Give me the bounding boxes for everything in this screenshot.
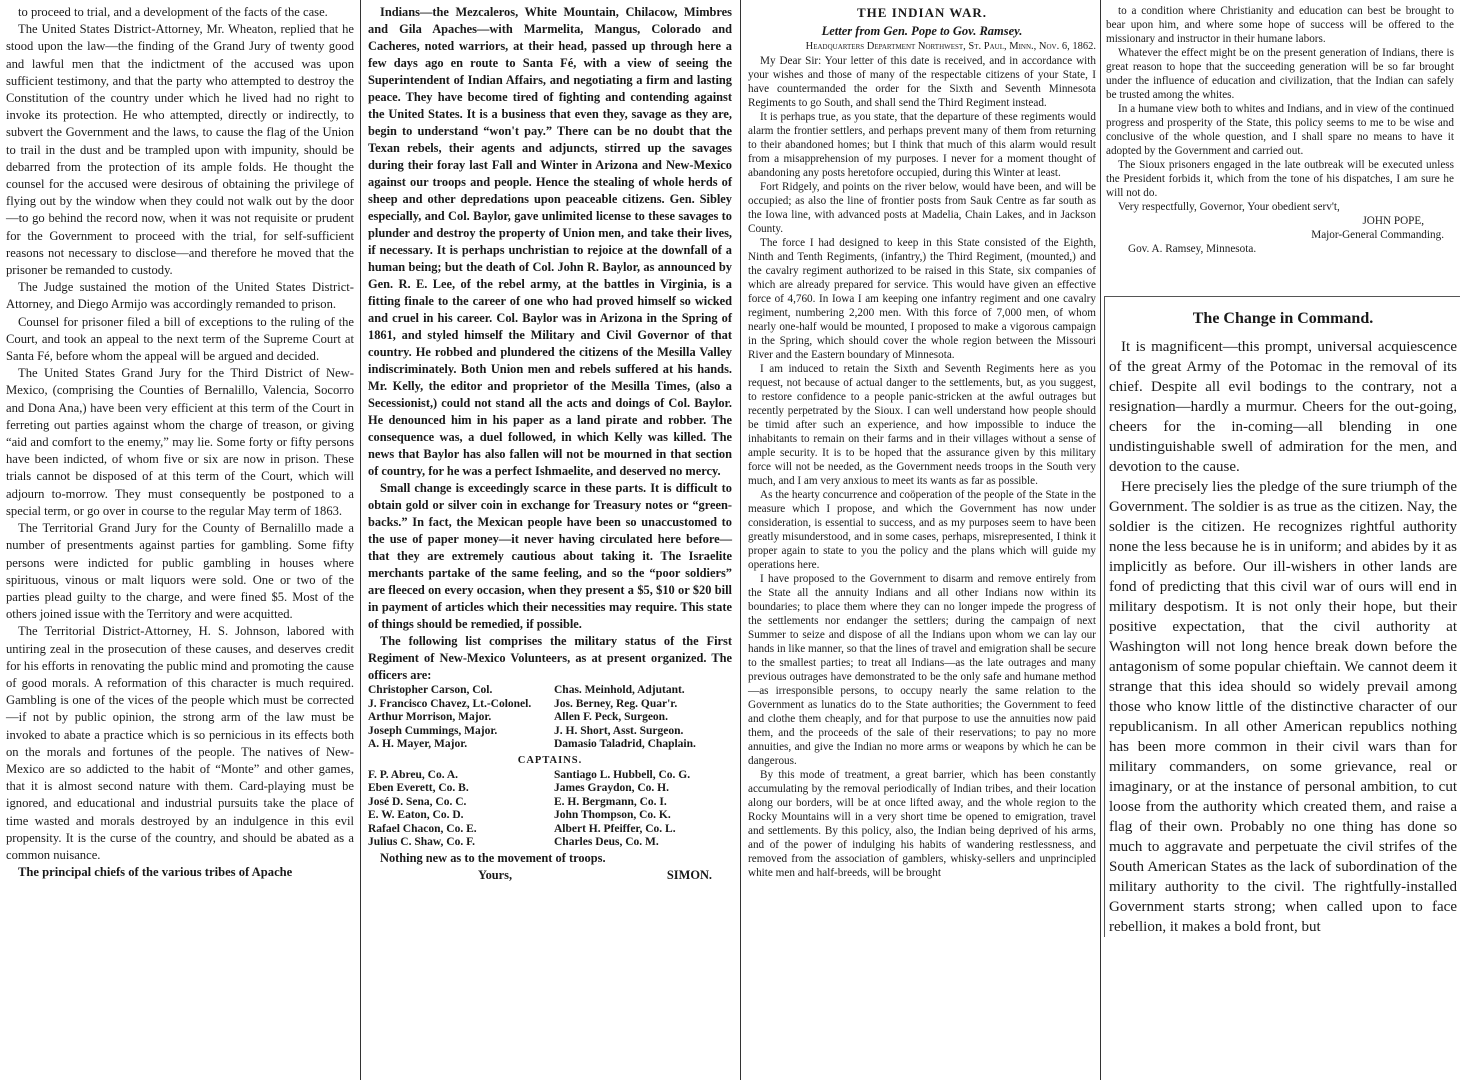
column-2-apache-report (368, 4, 732, 884)
signature-line (368, 867, 732, 884)
paragraph: The United States District-Attorney, Mr. Wheaton, replied that he stood upon the law—the finding of the Grand Jury of twenty good and lawful men that the indictment of the accused was upon sufficient testimony, and that the party who attempted to destroy the Constitution of the country under which he lived had no right to invoke its protection. He who attempted, directly or indirectly, to subvert the Government and the laws, to cause the flag of the Union to trail in the dust and be trampled upon with impunity, should be debarred from the protection of its ample folds. He thought the counsel for the accused were desirous of obtaining the privilege of flying out by the window when they could not walk out by the door—to go behind the record now, when it was not requisite or prudent for the Government to proceed with the trial, for self-sufficient reasons not necessary to disclose—and therefore he moved that the prisoner be remanded to custody. (6, 22, 354, 278)
paragraphs (1106, 4, 1454, 200)
paragraph: The Judge sustained the motion of the United States District-Attorney, and Diego Armijo was accordingly remanded to prison. (6, 280, 354, 312)
paragraph: Whatever the effect might be on the present generation of Indians, there is great reason to hope that the succeeding generation will be so far brought under the influence of education and civilization, that the Indian can safely be trusted among the whites. (1106, 47, 1454, 101)
signature: SIMON. (666, 867, 712, 882)
paragraph: By this mode of treatment, a great barrier, which has been constantly accumulating by the removal periodically of Indian tribes, and their location along our borders, will be at once lifted away, and the whole region to the Rocky Mountains will in a very short time be opened to emigration, travel and settlements. By this policy, also, the Indian being deprived of his arms, and of the power of indulging his habits of wandering restlessness, and removed from the association of gamblers, whisky-sellers and unprincipled white men and half-breeds, will be brought (748, 769, 1096, 879)
list-entry: Arthur Morrison, Major. (368, 711, 492, 723)
valediction: Yours, (478, 867, 513, 882)
officers-list (368, 684, 732, 752)
paragraph-tail: The principal chiefs of the various tribes of Apache (18, 865, 293, 880)
paragraph: Indians—the Mezcaleros, White Mountain, Chilacow, Mimbres and Gila Apaches—with Marmelita, Mangus, Colorado and Cacheres, noted warriors, at their head, passed up through here a few days ago en route to Santa Fé, with a view of seeing the Superintendent of Indian Affairs, and negotiating a firm and lasting peace. They have become tired of fighting and contending against the United States. It is a business that even they, savage as they are, begin to understand “won't pay.” There can be no doubt that the Texan rebels, their agents and adjuncts, stirred up the savages during their foray last Fall and Winter in Arizona and New-Mexico against our troops and people. Hence the stealing of whole herds of sheep and other depredations upon peaceable citizens. Gen. Sibley especially, and Col. Baylor, gave unlimited license to these savages to plunder and destroy the property of Union men, and take their lives, if necessary. It is perhaps unchristian to rejoice at the downfall of a human being; but the death of Col. John R. Baylor, as announced by Gen. R. E. Lee, of the rebel army, at the battles in Virginia, is a fitting finale to the career of one who had proved himself so wicked and cruel in his career. Col. Baylor was in Arizona in the Spring of 1861, and styled himself the Military and Civil Governor of that country. He robbed and plundered the citizens of the Mesilla Valley indiscriminately. Both Union men and rebels suffered at his hands. Mr. Kelly, the editor and proprietor of the Mesilla Times, (also a Secessionist,) could not stand all the acts and doings of Col. Baylor. He denounced him in his paper as a land pirate and robber. The consequence was, a duel followed, in which Kelly was killed. The news that Baylor has also fallen will not be mourned in that section of country, for he was a perfect Ishmaelite, and deserved no mercy. (368, 5, 732, 478)
signer: JOHN POPE, (1362, 215, 1424, 227)
list-entry: A. H. Mayer, Major. (368, 738, 468, 750)
officers-left (368, 684, 546, 752)
paragraphs (748, 54, 1096, 880)
list-entry: José D. Sena, Co. C. (368, 795, 467, 808)
paragraph: My Dear Sir: Your letter of this date is received, and in accordance with your wishes and those of many of the respectable citizens of your State, I have countermanded the order for the Sixth and Seventh Minnesota Regiments to go South, and shall send the Third Regiment instead. (748, 55, 1096, 109)
column-rule (360, 0, 361, 1080)
captains-right (554, 769, 732, 850)
dateline: Headquarters Department Northwest, St. Paul, Minn., Nov. 6, 1862. (805, 41, 1096, 52)
list-entry: Damasio Taladrid, Chaplain. (554, 738, 696, 750)
paragraph: In a humane view both to whites and Indians, and in view of the continued progress and prosperity of the State, this policy seems to me to be wise and conclusive of the whole question, and I shall spare no means to have it adopted by the Government and carried out. (1106, 103, 1454, 157)
captains-left (368, 769, 546, 850)
list-entry: F. P. Abreu, Co. A. (368, 768, 459, 781)
paragraph: to a condition where Christianity and education can best be brought to bear upon him, and where some hope of success will be offered to the missionary and instructor in their humane labors. (1106, 5, 1454, 45)
list-entry: John Thompson, Co. K. (554, 809, 671, 821)
list-entry: Rafael Chacon, Co. E. (368, 822, 477, 835)
addressee: Gov. A. Ramsey, Minnesota. (1128, 243, 1257, 255)
list-entry: Albert H. Pfeiffer, Co. L. (554, 822, 676, 835)
paragraph: I am induced to retain the Sixth and Seventh Regiments here as you request, not because of actual danger to the settlements, but, as you suggest, to restore confidence to a people panic-stricken at the awful outrages but recently perpetrated by the Sioux. I can well understand how people should be timid after such an experience, and how impossible to induce the inhabitants to remain on their farms and in their villages without a sense of ample security. It is to be hoped that the assurance given by this military force will not be needed, as the Government needs troops in the South very much, and I am very anxious to meet its wants as far as possible. (748, 363, 1096, 487)
officers-right (554, 684, 732, 752)
paragraph: Small change is exceedingly scarce in these parts. It is difficult to obtain gold or silver coin in exchange for Treasury notes or “green-backs.” In fact, the Mexican people have been so unaccustomed to the use of paper money—it never having circulated here before—that they are extremely cautious about taking it. The Israelite merchants partake of the same feeling, and so the “poor soldiers” are fleeced on every occasion, when they present a $5, $10 or $20 bill in payment of articles which their necessities may require. This state of things should be remedied, if possible. (368, 481, 732, 631)
list-entry: Allen F. Peck, Surgeon. (554, 711, 668, 723)
list-entry: E. W. Eaton, Co. D. (368, 809, 464, 821)
list-entry: Santiago L. Hubbell, Co. G. (554, 768, 691, 781)
list-entry: J. H. Short, Asst. Surgeon. (554, 724, 684, 737)
closing-line: Nothing new as to the movement of troops. (380, 850, 606, 865)
column-rule (740, 0, 741, 1080)
paragraph: It is magnificent—this prompt, universal acquiescence of the great Army of the Potomac in the removal of its chief. Despite all evil bodings to the contrary, not a resignation—hardly a murmur. Cheers for the out-going, cheers for the in-coming—all blending in one undistinguishable swell of admiration for the men, and devotion to the cause. (1109, 339, 1457, 475)
column-rule (1100, 0, 1101, 1080)
paragraph: The following list comprises the military status of the First Regiment of New-Mexico Volunteers, as at present organized. The officers are: (368, 634, 732, 682)
paragraphs (368, 4, 732, 684)
list-entry: Eben Everett, Co. B. (368, 782, 469, 794)
list-entry: E. H. Bergmann, Co. I. (554, 795, 667, 808)
paragraph: It is perhaps true, as you state, that the departure of these regiments would alarm the frontier settlers, and perhaps prevent many of them from returning to their abandoned homes; but I think that much of this alarm would result from a misapprehension of my purposes. I never for a moment thought of abandoning any posts heretofore occupied, during this Winter at least. (748, 111, 1096, 179)
paragraph: Counsel for prisoner filed a bill of exceptions to the ruling of the Court, and took an appeal to the next term of the Supreme Court at Santa Fé, before whom the appeal will be argued and decided. (6, 314, 354, 364)
paragraph: The United States Grand Jury for the Third District of New-Mexico, (comprising the Counties of Bernalillo, Valencia, Socorro and Dona Ana,) have been very efficient at this term of the Court in ferreting out parties against whom the charge of treason, or giving “aid and comfort to the enemy,” may lie. Some forty or fifty persons have been indicted, of whom five or six are now in prison. These trials cannot be disposed of at this term of the Court, which will adjourn to-morrow. They must consequently be postponed to a special term, or go over in course to the regular May term of 1863. (6, 366, 354, 518)
column-4-letter-end (1106, 4, 1454, 256)
column-3-indian-war (748, 4, 1096, 880)
paragraph: The Territorial Grand Jury for the County of Bernalillo made a number of presentments against parties for gambling. Some fifty persons were indicted for public gambling in houses where spirituous, vinous or malt liquors were sold. One or two of the parties plead guilty to the charge, and were fined $5. Most of the others joined issue with the Territory and were acquitted. (6, 521, 354, 622)
list-entry: James Graydon, Co. H. (554, 782, 669, 794)
list-entry: Jos. Berney, Reg. Quar'r. (554, 697, 678, 710)
paragraphs (1109, 337, 1457, 937)
paragraphs (6, 4, 354, 864)
column-4-change-in-command (1104, 296, 1460, 937)
paragraph: I have proposed to the Government to disarm and remove entirely from the State all the annuity Indians and all other Indians now within its boundaries; to place them where they can no longer impede the progress of the settlements nor endanger the settlers; during the campaign of next Summer to seize and dispose of all the Indians upon whom we can lay our hands in like manner, so that the lines of travel and emigration shall be secure to the smallest parties; to treat all Indians—as the late outrages and many previous outrages have demonstrated to be the only safe and humane method—as irresponsible persons, to occupy nearly the same relation to the Government as lunatics do to the State authorities; the Government to feed and clothe them cheaply, and for that purpose to use the annuities now paid them, and the proceeds of the sale of their reservations; to pay no more annuities, and give the Indian no more arms or weapons by which he can be dangerous. (748, 573, 1096, 767)
paragraph: Fort Ridgely, and points on the river below, would have been, and will be occupied; as also the line of frontier posts from Sauk Centre as far south as the Iowa line, with advanced posts at Madelia, Chain Lakes, and in Jackson County. (748, 181, 1096, 235)
list-entry: Charles Deus, Co. M. (554, 836, 659, 848)
paragraph: The Sioux prisoners engaged in the late outbreak will be executed unless the President forbids it, which from the tone of his dispatches, I am sure he will not do. (1106, 159, 1454, 199)
list-entry: Christopher Carson, Col. (368, 684, 493, 696)
paragraph: to proceed to trial, and a development of the facts of the case. (18, 5, 328, 19)
captains-heading: CAPTAINS. (517, 754, 583, 766)
paragraph: The force I had designed to keep in this State consisted of the Eighth, Ninth and Tenth Regiments, (infantry,) the Third Regiment, (mounted,) and the cavalry regiment authorized to be raised in this State, six companies of which are already prepared for service. This would have given an effective force of 4,760. In Iowa I am keeping one infantry regiment and one cavalry regiment, numbering 2,200 men. With this force of 7,000 men, of whom nearly one-half would be mounted, I proposed to make a vigorous campaign in the Spring, which should cover the whole region between the Missouri River and the Eastern boundary of Minnesota. (748, 237, 1096, 361)
letter-closing: Very respectfully, Governor, Your obedient serv't, (1118, 201, 1340, 213)
article-heading: Letter from Gen. Pope to Gov. Ramsey. (821, 24, 1023, 38)
list-entry: Joseph Cummings, Major. (368, 724, 498, 737)
captains-list (368, 769, 732, 850)
list-entry: Julius C. Shaw, Co. F. (368, 836, 475, 848)
list-entry: Chas. Meinhold, Adjutant. (554, 684, 685, 696)
list-entry: J. Francisco Chavez, Lt.-Colonel. (368, 697, 532, 710)
paragraph: Here precisely lies the pledge of the sure triumph of the Government. The soldier is as true as the citizen. Nay, the soldier is the citizen. He recognizes rightful authority none the less because he is in uniform; and abides by it as implicitly as before. Our ill-wishers in other lands are fond of predicting that this civil war of ours will end in military despotism. It is not only their hope, but their positive expectation, that the civil authority at Washington will not long hence break down before the antagonism of some popular chieftain. We cannot deem it strange that this idea should so widely prevail among those who know little of the distinctive character of our republicanism. In all other American republics nothing has been more common in their civil wars than for military commanders, on some grievance, real or imaginary, or at the instance of personal ambition, to cut loose from the authority which created them, and raise a flag of their own. Probably no one thing has done so much to aggravate and perpetuate the civil strifes of the South American States as the lack of subordination of the military authority to the civil. The rightfully-installed Government starts strong; when called upon to face rebellion, it makes a bold front, but (1109, 479, 1457, 935)
column-1-court-report (6, 4, 354, 881)
paragraph: The Territorial District-Attorney, H. S. Johnson, labored with untiring zeal in the prosecution of these causes, and deserves credit for his efforts in renovating the public mind and promoting the cause of good morals. A reformation of this character is much required. Gambling is one of the vices of the people which must be corrected—if not by public opinion, the strong arm of the law must be invoked to abate a practice which is so pernicious in its effects both on the morals and fortunes of the people. The natives of New-Mexico are so addicted to the habit of “Monte” and other games, that it is almost second nature with them. Card-playing must be ignored, and educational and industrial pursuits take the place of time wasted and morals destroyed by an indulgence in this evil propensity. It is the curse of the country, and should be abated as a common nuisance. (6, 624, 354, 862)
section-heading: THE INDIAN WAR. (857, 5, 987, 20)
signer-title: Major-General Commanding. (1311, 229, 1444, 241)
article-heading: The Change in Command. (1192, 310, 1374, 327)
paragraph: As the hearty concurrence and coöperation of the people of the State in the measure which I propose, and which the Government has now under consideration, is essential to success, and as my purposes seem to have been greatly misunderstood, and in some cases, perhaps, misrepresented, I think it proper again to state to you the policy and the plans which will guide my operations here. (748, 489, 1096, 571)
